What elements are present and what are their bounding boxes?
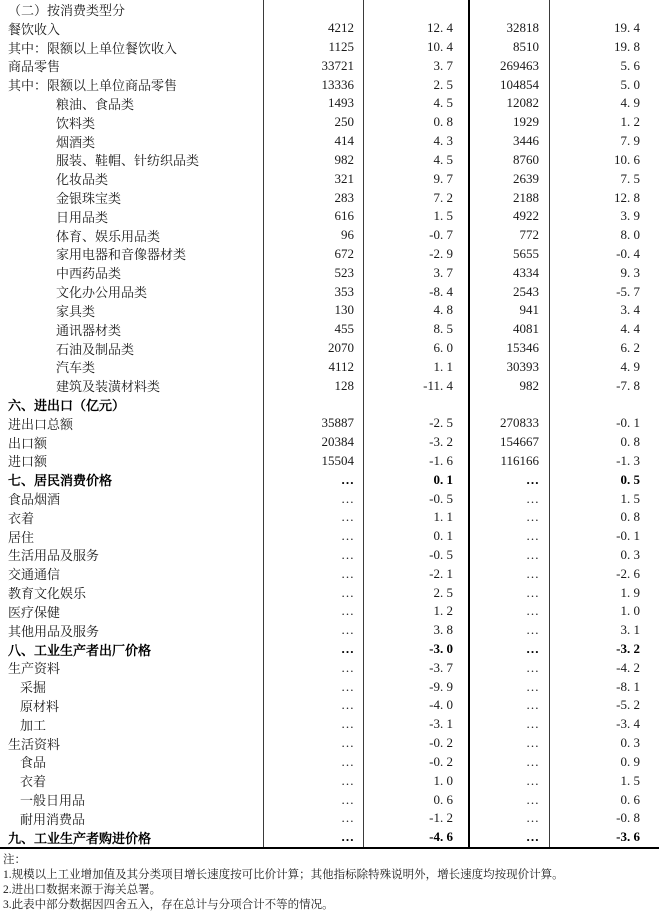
row-label: 服装、鞋帽、针纺织品类 bbox=[0, 151, 264, 170]
cell-cumulative-growth: -5. 7 bbox=[616, 283, 640, 299]
row-label: 采掘 bbox=[0, 677, 264, 696]
cell-cumulative-growth: 0. 6 bbox=[620, 791, 640, 807]
cell-cumulative-growth: 3. 9 bbox=[620, 208, 640, 224]
cell-period-growth: -4. 0 bbox=[364, 696, 470, 715]
cell-period-growth: 4. 5 bbox=[364, 94, 470, 113]
cell-period-growth: -2. 1 bbox=[364, 564, 470, 583]
cell-period-value: 4112 bbox=[264, 357, 364, 376]
table-row bbox=[0, 452, 659, 471]
row-label: 加工 bbox=[0, 715, 264, 734]
cell-cumulative-value: 2639 bbox=[470, 169, 550, 188]
cell-cumulative-growth: -4. 2 bbox=[616, 659, 640, 675]
cell-period-growth: -0. 5 bbox=[364, 489, 470, 508]
table-row bbox=[0, 602, 659, 621]
cell-period-value: … bbox=[264, 753, 364, 772]
row-label: 出口额 bbox=[0, 433, 264, 452]
cell-cumulative-growth: 0. 9 bbox=[620, 753, 640, 769]
cell-cumulative-growth: 0. 5 bbox=[620, 471, 640, 487]
row-label: 医疗保健 bbox=[0, 602, 264, 621]
row-label: 建筑及装潢材料类 bbox=[0, 376, 264, 395]
table-row bbox=[0, 696, 659, 715]
cell-period-growth: 1. 0 bbox=[364, 771, 470, 790]
cell-period-growth: 4. 3 bbox=[364, 132, 470, 151]
row-label: 其他用品及服务 bbox=[0, 621, 264, 640]
cell-period-value: 33721 bbox=[264, 56, 364, 75]
cell-period-growth: -3. 2 bbox=[364, 433, 470, 452]
row-label: 汽车类 bbox=[0, 357, 264, 376]
cell-period-value: 672 bbox=[264, 245, 364, 264]
cell-period-growth: -0. 5 bbox=[364, 546, 470, 565]
cell-period-value: … bbox=[264, 583, 364, 602]
cell-period-value: 20384 bbox=[264, 433, 364, 452]
table-row bbox=[0, 339, 659, 358]
row-label: 化妆品类 bbox=[0, 169, 264, 188]
cell-cumulative-value: 4922 bbox=[470, 207, 550, 226]
cell-period-value: … bbox=[264, 696, 364, 715]
cell-cumulative-growth: 19. 8 bbox=[614, 39, 640, 55]
cell-cumulative-value: 270833 bbox=[470, 414, 550, 433]
cell-cumulative-growth bbox=[550, 395, 659, 414]
cell-period-growth: 12. 4 bbox=[364, 19, 470, 38]
cell-cumulative-value: … bbox=[470, 508, 550, 527]
cell-cumulative-growth: 7. 5 bbox=[620, 170, 640, 186]
cell-period-value: … bbox=[264, 602, 364, 621]
notes-title: 注： bbox=[3, 853, 26, 866]
row-label: 商品零售 bbox=[0, 56, 264, 75]
table-row bbox=[0, 715, 659, 734]
row-label: 家具类 bbox=[0, 301, 264, 320]
row-label: 食品 bbox=[0, 753, 264, 772]
cell-cumulative-growth: 4. 9 bbox=[620, 95, 640, 111]
cell-period-growth: -3. 0 bbox=[364, 640, 470, 659]
cell-period-growth: 10. 4 bbox=[364, 38, 470, 57]
cell-cumulative-growth: -8. 1 bbox=[616, 678, 640, 694]
table-row bbox=[0, 188, 659, 207]
cell-period-growth: -1. 6 bbox=[364, 452, 470, 471]
table-row bbox=[0, 790, 659, 809]
table-row bbox=[0, 320, 659, 339]
table-row bbox=[0, 734, 659, 753]
row-label: 生产资料 bbox=[0, 658, 264, 677]
row-label: 居住 bbox=[0, 527, 264, 546]
table-row bbox=[0, 263, 659, 282]
cell-cumulative-growth: -1. 3 bbox=[616, 452, 640, 468]
cell-cumulative-value: 982 bbox=[470, 376, 550, 395]
cell-period-growth: 1. 5 bbox=[364, 207, 470, 226]
cell-period-growth: 2. 5 bbox=[364, 583, 470, 602]
cell-cumulative-growth: -3. 6 bbox=[616, 829, 640, 845]
cell-cumulative-value: 32818 bbox=[470, 19, 550, 38]
table-row bbox=[0, 809, 659, 828]
row-label: 中西药品类 bbox=[0, 263, 264, 282]
cell-period-growth: -0. 2 bbox=[364, 753, 470, 772]
table-row bbox=[0, 546, 659, 565]
cell-period-value: … bbox=[264, 621, 364, 640]
cell-period-value: 96 bbox=[264, 226, 364, 245]
cell-cumulative-value: 941 bbox=[470, 301, 550, 320]
cell-period-growth: -3. 1 bbox=[364, 715, 470, 734]
table-row bbox=[0, 414, 659, 433]
cell-period-growth: 8. 5 bbox=[364, 320, 470, 339]
row-label: 七、居民消费价格 bbox=[0, 470, 264, 489]
cell-period-value: 13336 bbox=[264, 75, 364, 94]
cell-cumulative-value: 5655 bbox=[470, 245, 550, 264]
table-row bbox=[0, 19, 659, 38]
row-label: 食品烟酒 bbox=[0, 489, 264, 508]
row-label: 衣着 bbox=[0, 508, 264, 527]
row-label: 交通通信 bbox=[0, 564, 264, 583]
row-label: 教育文化娱乐 bbox=[0, 583, 264, 602]
row-label: 其中：限额以上单位餐饮收入 bbox=[0, 38, 264, 57]
row-label: 九、工业生产者购进价格 bbox=[0, 828, 264, 847]
table-row bbox=[0, 640, 659, 659]
note-item: 1.规模以上工业增加值及其分类项目增长速度按可比价计算；其他指标除特殊说明外，增长速度均按现价计算。 bbox=[3, 868, 564, 881]
cell-period-growth: 6. 0 bbox=[364, 339, 470, 358]
cell-period-growth: -4. 6 bbox=[364, 828, 470, 847]
cell-period-growth: 3. 7 bbox=[364, 56, 470, 75]
cell-period-growth: 4. 8 bbox=[364, 301, 470, 320]
table-row bbox=[0, 38, 659, 57]
cell-cumulative-growth: 0. 8 bbox=[620, 509, 640, 525]
cell-period-value: 982 bbox=[264, 151, 364, 170]
cell-cumulative-growth: -0. 1 bbox=[616, 415, 640, 431]
table-row bbox=[0, 75, 659, 94]
cell-cumulative-value: … bbox=[470, 527, 550, 546]
cell-cumulative-value: … bbox=[470, 734, 550, 753]
cell-cumulative-value: 15346 bbox=[470, 339, 550, 358]
cell-period-growth: 4. 5 bbox=[364, 151, 470, 170]
cell-period-value: … bbox=[264, 527, 364, 546]
cell-cumulative-growth: 5. 0 bbox=[620, 76, 640, 92]
cell-cumulative-growth: 5. 6 bbox=[620, 57, 640, 73]
cell-period-value: 128 bbox=[264, 376, 364, 395]
cell-period-value: … bbox=[264, 564, 364, 583]
cell-period-growth: 0. 1 bbox=[364, 527, 470, 546]
cell-cumulative-value: 154667 bbox=[470, 433, 550, 452]
cell-period-value: 35887 bbox=[264, 414, 364, 433]
cell-period-growth: -8. 4 bbox=[364, 282, 470, 301]
cell-period-growth: 1. 2 bbox=[364, 602, 470, 621]
table-row bbox=[0, 658, 659, 677]
row-label: 通讯器材类 bbox=[0, 320, 264, 339]
cell-period-growth: -0. 2 bbox=[364, 734, 470, 753]
cell-period-value: … bbox=[264, 734, 364, 753]
cell-cumulative-growth: 1. 5 bbox=[620, 490, 640, 506]
cell-period-value: 414 bbox=[264, 132, 364, 151]
table-row bbox=[0, 151, 659, 170]
cell-cumulative-value: … bbox=[470, 621, 550, 640]
cell-period-growth bbox=[364, 0, 470, 19]
table-row bbox=[0, 56, 659, 75]
table-row bbox=[0, 753, 659, 772]
cell-period-value: … bbox=[264, 489, 364, 508]
cell-cumulative-growth: 19. 4 bbox=[614, 20, 640, 36]
note-item: 3.此表中部分数据因四舍五入，存在总计与分项合计不等的情况。 bbox=[3, 898, 334, 911]
cell-period-growth: -1. 2 bbox=[364, 809, 470, 828]
cell-cumulative-growth: 4. 9 bbox=[620, 358, 640, 374]
cell-cumulative-growth: 1. 9 bbox=[620, 584, 640, 600]
row-label: 生活用品及服务 bbox=[0, 546, 264, 565]
cell-period-value: … bbox=[264, 470, 364, 489]
cell-cumulative-value: 772 bbox=[470, 226, 550, 245]
cell-cumulative-growth: -2. 6 bbox=[616, 565, 640, 581]
cell-cumulative-value: 8510 bbox=[470, 38, 550, 57]
cell-period-growth: 2. 5 bbox=[364, 75, 470, 94]
cell-period-value: 130 bbox=[264, 301, 364, 320]
notes-list bbox=[3, 868, 657, 913]
cell-period-value bbox=[264, 0, 364, 19]
row-label: 衣着 bbox=[0, 771, 264, 790]
cell-period-value: … bbox=[264, 809, 364, 828]
table-row bbox=[0, 169, 659, 188]
cell-cumulative-value: … bbox=[470, 715, 550, 734]
cell-cumulative-growth: -7. 8 bbox=[616, 377, 640, 393]
cell-cumulative-value: 4081 bbox=[470, 320, 550, 339]
cell-cumulative-value: 8760 bbox=[470, 151, 550, 170]
row-label: 金银珠宝类 bbox=[0, 188, 264, 207]
cell-period-growth: 0. 1 bbox=[364, 470, 470, 489]
cell-period-value: 250 bbox=[264, 113, 364, 132]
cell-cumulative-growth: 1. 5 bbox=[620, 772, 640, 788]
cell-cumulative-value: 30393 bbox=[470, 357, 550, 376]
cell-cumulative-value: … bbox=[470, 658, 550, 677]
cell-period-value: 321 bbox=[264, 169, 364, 188]
table-row bbox=[0, 132, 659, 151]
row-label: 进口额 bbox=[0, 452, 264, 471]
table-row bbox=[0, 301, 659, 320]
cell-cumulative-value bbox=[470, 0, 550, 19]
cell-cumulative-value: … bbox=[470, 470, 550, 489]
table-row bbox=[0, 113, 659, 132]
cell-cumulative-value: 2543 bbox=[470, 282, 550, 301]
cell-cumulative-value: 12082 bbox=[470, 94, 550, 113]
cell-cumulative-growth: -3. 4 bbox=[616, 716, 640, 732]
cell-period-growth: 3. 7 bbox=[364, 263, 470, 282]
table-row bbox=[0, 527, 659, 546]
cell-period-value: 616 bbox=[264, 207, 364, 226]
row-label: 文化办公用品类 bbox=[0, 282, 264, 301]
cell-cumulative-value: … bbox=[470, 583, 550, 602]
cell-cumulative-growth: 1. 2 bbox=[620, 114, 640, 130]
cell-cumulative-growth: 0. 8 bbox=[620, 434, 640, 450]
cell-period-value: … bbox=[264, 546, 364, 565]
cell-period-growth: 9. 7 bbox=[364, 169, 470, 188]
cell-cumulative-growth: -0. 4 bbox=[616, 245, 640, 261]
cell-period-value: 353 bbox=[264, 282, 364, 301]
row-label: 进出口总额 bbox=[0, 414, 264, 433]
cell-period-growth: -2. 5 bbox=[364, 414, 470, 433]
cell-period-value: … bbox=[264, 715, 364, 734]
table-row bbox=[0, 621, 659, 640]
row-label: 其中：限额以上单位商品零售 bbox=[0, 75, 264, 94]
cell-period-growth: 0. 8 bbox=[364, 113, 470, 132]
row-label: 原材料 bbox=[0, 696, 264, 715]
cell-cumulative-value: 269463 bbox=[470, 56, 550, 75]
cell-period-growth: -2. 9 bbox=[364, 245, 470, 264]
table-row bbox=[0, 508, 659, 527]
cell-cumulative-growth: 0. 3 bbox=[620, 735, 640, 751]
cell-cumulative-value: 104854 bbox=[470, 75, 550, 94]
cell-cumulative-growth: -3. 2 bbox=[616, 641, 640, 657]
row-label: 生活资料 bbox=[0, 734, 264, 753]
row-label: 家用电器和音像器材类 bbox=[0, 245, 264, 264]
cell-period-value: 283 bbox=[264, 188, 364, 207]
cell-period-value: 4212 bbox=[264, 19, 364, 38]
cell-period-growth: 3. 8 bbox=[364, 621, 470, 640]
table-row bbox=[0, 207, 659, 226]
table-row bbox=[0, 245, 659, 264]
cell-cumulative-value: … bbox=[470, 677, 550, 696]
cell-period-value: 15504 bbox=[264, 452, 364, 471]
cell-period-growth: -9. 9 bbox=[364, 677, 470, 696]
cell-cumulative-value: … bbox=[470, 753, 550, 772]
cell-period-value: … bbox=[264, 658, 364, 677]
cell-period-growth: 1. 1 bbox=[364, 508, 470, 527]
row-label: 烟酒类 bbox=[0, 132, 264, 151]
cell-period-value: … bbox=[264, 828, 364, 847]
cell-cumulative-value: … bbox=[470, 790, 550, 809]
note-item: 2.进出口数据来源于海关总署。 bbox=[3, 883, 162, 896]
cell-cumulative-value: … bbox=[470, 489, 550, 508]
cell-cumulative-growth: 8. 0 bbox=[620, 227, 640, 243]
table-row bbox=[0, 564, 659, 583]
cell-cumulative-value: … bbox=[470, 771, 550, 790]
cell-cumulative-value: … bbox=[470, 696, 550, 715]
table-row bbox=[0, 94, 659, 113]
table-row bbox=[0, 771, 659, 790]
row-label: 粮油、食品类 bbox=[0, 94, 264, 113]
cell-period-growth: -3. 7 bbox=[364, 658, 470, 677]
cell-period-value: … bbox=[264, 677, 364, 696]
cell-cumulative-growth: 7. 9 bbox=[620, 133, 640, 149]
cell-period-growth: -11. 4 bbox=[364, 376, 470, 395]
cell-cumulative-value: … bbox=[470, 640, 550, 659]
cell-period-value: 1125 bbox=[264, 38, 364, 57]
cell-cumulative-value: 4334 bbox=[470, 263, 550, 282]
table-row bbox=[0, 376, 659, 395]
cell-cumulative-value: … bbox=[470, 809, 550, 828]
cell-cumulative-growth: 6. 2 bbox=[620, 340, 640, 356]
cell-cumulative-value: … bbox=[470, 602, 550, 621]
row-label: 一般日用品 bbox=[0, 790, 264, 809]
cell-cumulative-value: … bbox=[470, 564, 550, 583]
table-row bbox=[0, 677, 659, 696]
row-label: 餐饮收入 bbox=[0, 19, 264, 38]
table-row bbox=[0, 357, 659, 376]
notes bbox=[0, 849, 659, 913]
cell-cumulative-growth: 12. 8 bbox=[614, 189, 640, 205]
cell-period-value: … bbox=[264, 771, 364, 790]
cell-cumulative-value: 1929 bbox=[470, 113, 550, 132]
cell-cumulative-value: 3446 bbox=[470, 132, 550, 151]
row-label: 日用品类 bbox=[0, 207, 264, 226]
cell-period-value: 1493 bbox=[264, 94, 364, 113]
cell-cumulative-value: 116166 bbox=[470, 452, 550, 471]
cell-cumulative-value: … bbox=[470, 546, 550, 565]
table-row bbox=[0, 433, 659, 452]
table-row bbox=[0, 282, 659, 301]
table-row bbox=[0, 828, 659, 847]
cell-cumulative-growth: -0. 8 bbox=[616, 810, 640, 826]
cell-period-growth: 7. 2 bbox=[364, 188, 470, 207]
cell-cumulative-value: 2188 bbox=[470, 188, 550, 207]
table-row bbox=[0, 0, 659, 19]
cell-period-value: 2070 bbox=[264, 339, 364, 358]
cell-period-value: … bbox=[264, 508, 364, 527]
row-label: 饮料类 bbox=[0, 113, 264, 132]
cell-period-value: … bbox=[264, 790, 364, 809]
cell-period-growth: 1. 1 bbox=[364, 357, 470, 376]
cell-cumulative-growth: 3. 4 bbox=[620, 302, 640, 318]
cell-cumulative-growth: 0. 3 bbox=[620, 546, 640, 562]
table-row bbox=[0, 489, 659, 508]
row-label: 体育、娱乐用品类 bbox=[0, 226, 264, 245]
cell-cumulative-growth: 4. 4 bbox=[620, 321, 640, 337]
cell-cumulative-growth bbox=[550, 0, 659, 19]
table-row bbox=[0, 395, 659, 414]
row-label: 石油及制品类 bbox=[0, 339, 264, 358]
cell-cumulative-growth: -5. 2 bbox=[616, 697, 640, 713]
cell-cumulative-growth: 1. 0 bbox=[620, 603, 640, 619]
table-row bbox=[0, 470, 659, 489]
table-row bbox=[0, 226, 659, 245]
cell-period-value bbox=[264, 395, 364, 414]
cell-period-value: 455 bbox=[264, 320, 364, 339]
cell-cumulative-value bbox=[470, 395, 550, 414]
cell-cumulative-growth: 10. 6 bbox=[614, 151, 640, 167]
row-label: 六、进出口（亿元） bbox=[0, 395, 264, 414]
cell-cumulative-growth: -0. 1 bbox=[616, 528, 640, 544]
cell-cumulative-growth: 3. 1 bbox=[620, 622, 640, 638]
cell-cumulative-growth: 9. 3 bbox=[620, 264, 640, 280]
table-row bbox=[0, 583, 659, 602]
cell-period-growth: -0. 7 bbox=[364, 226, 470, 245]
cell-period-value: 523 bbox=[264, 263, 364, 282]
row-label: （二）按消费类型分 bbox=[0, 0, 264, 19]
cell-period-growth bbox=[364, 395, 470, 414]
row-label: 耐用消费品 bbox=[0, 809, 264, 828]
cell-period-growth: 0. 6 bbox=[364, 790, 470, 809]
cell-cumulative-value: … bbox=[470, 828, 550, 847]
row-label: 八、工业生产者出厂价格 bbox=[0, 640, 264, 659]
cell-period-value: … bbox=[264, 640, 364, 659]
